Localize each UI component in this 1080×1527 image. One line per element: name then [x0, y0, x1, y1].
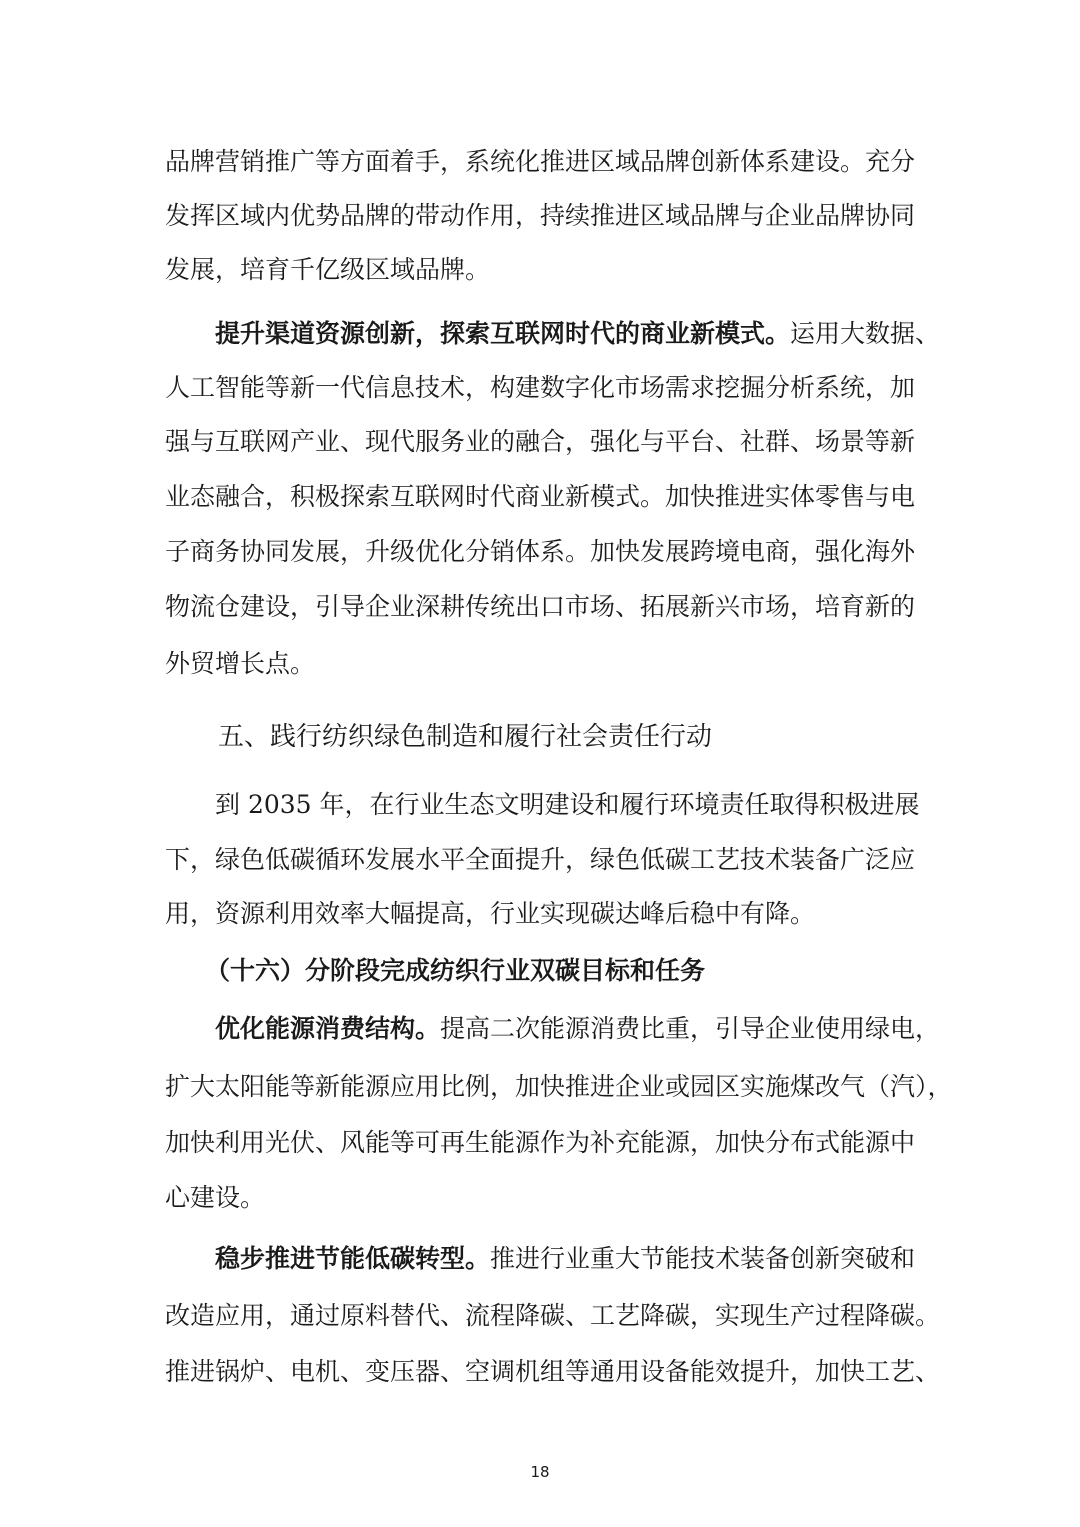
text-line: 人工智能等新一代信息技术，构建数字化市场需求挖掘分析系统，加	[165, 373, 916, 402]
text-line: 业态融合，积极探索互联网时代商业新模式。加快推进实体零售与电	[165, 482, 916, 511]
text-line: 扩大太阳能等新能源应用比例，加快推进企业或园区实施煤改气（汽），	[165, 1072, 953, 1101]
text-line: 品牌营销推广等方面着手，系统化推进区域品牌创新体系建设。充分	[165, 147, 916, 176]
paragraph-lead: 提升渠道资源创新，探索互联网时代的商业新模式。	[215, 319, 791, 348]
text-line: 物流仓建设，引导企业深耕传统出口市场、拓展新兴市场，培育新的	[165, 592, 916, 621]
page-number: 18	[530, 1463, 550, 1481]
text-line: 心建设。	[165, 1183, 266, 1212]
text-line: 用，资源利用效率大幅提高，行业实现碳达峰后稳中有降。	[165, 899, 816, 928]
paragraph-lead: 优化能源消费结构。	[215, 1014, 441, 1043]
text-line: 推进锅炉、电机、变压器、空调机组等通用设备能效提升，加快工艺、	[165, 1357, 941, 1386]
text-line: 改造应用，通过原料替代、流程降碳、工艺降碳，实现生产过程降碳。	[165, 1301, 941, 1330]
text-span: 运用大数据、	[790, 319, 941, 348]
text-line: 子商务协同发展，升级优化分销体系。加快发展跨境电商，强化海外	[165, 537, 916, 566]
text-line	[215, 318, 941, 350]
text-span: 推进行业重大节能技术装备创新突破和	[490, 1244, 916, 1273]
sub-heading: （十六）分阶段完成纺织行业双碳目标和任务	[205, 956, 706, 985]
text-line: 下，绿色低碳循环发展水平全面提升，绿色低碳工艺技术装备广泛应	[165, 845, 916, 874]
text-line: 发挥区域内优势品牌的带动作用，持续推进区域品牌与企业品牌协同	[165, 201, 916, 230]
text-line: 加快利用光伏、风能等可再生能源作为补充能源，加快分布式能源中	[165, 1128, 916, 1157]
paragraph-lead: 稳步推进节能低碳转型。	[215, 1244, 491, 1273]
text-line: 发展，培育千亿级区域品牌。	[165, 255, 491, 284]
section-heading: 五、践行纺织绿色制造和履行社会责任行动	[218, 722, 713, 752]
text-line: 强与互联网产业、现代服务业的融合，强化与平台、社群、场景等新	[165, 427, 916, 456]
text-line	[215, 1013, 941, 1045]
text-line: 到 2035 年，在行业生态文明建设和履行环境责任取得积极进展	[215, 790, 920, 819]
text-span: 提高二次能源消费比重，引导企业使用绿电，	[440, 1014, 941, 1043]
text-line: 外贸增长点。	[165, 649, 316, 678]
text-line	[215, 1243, 915, 1275]
